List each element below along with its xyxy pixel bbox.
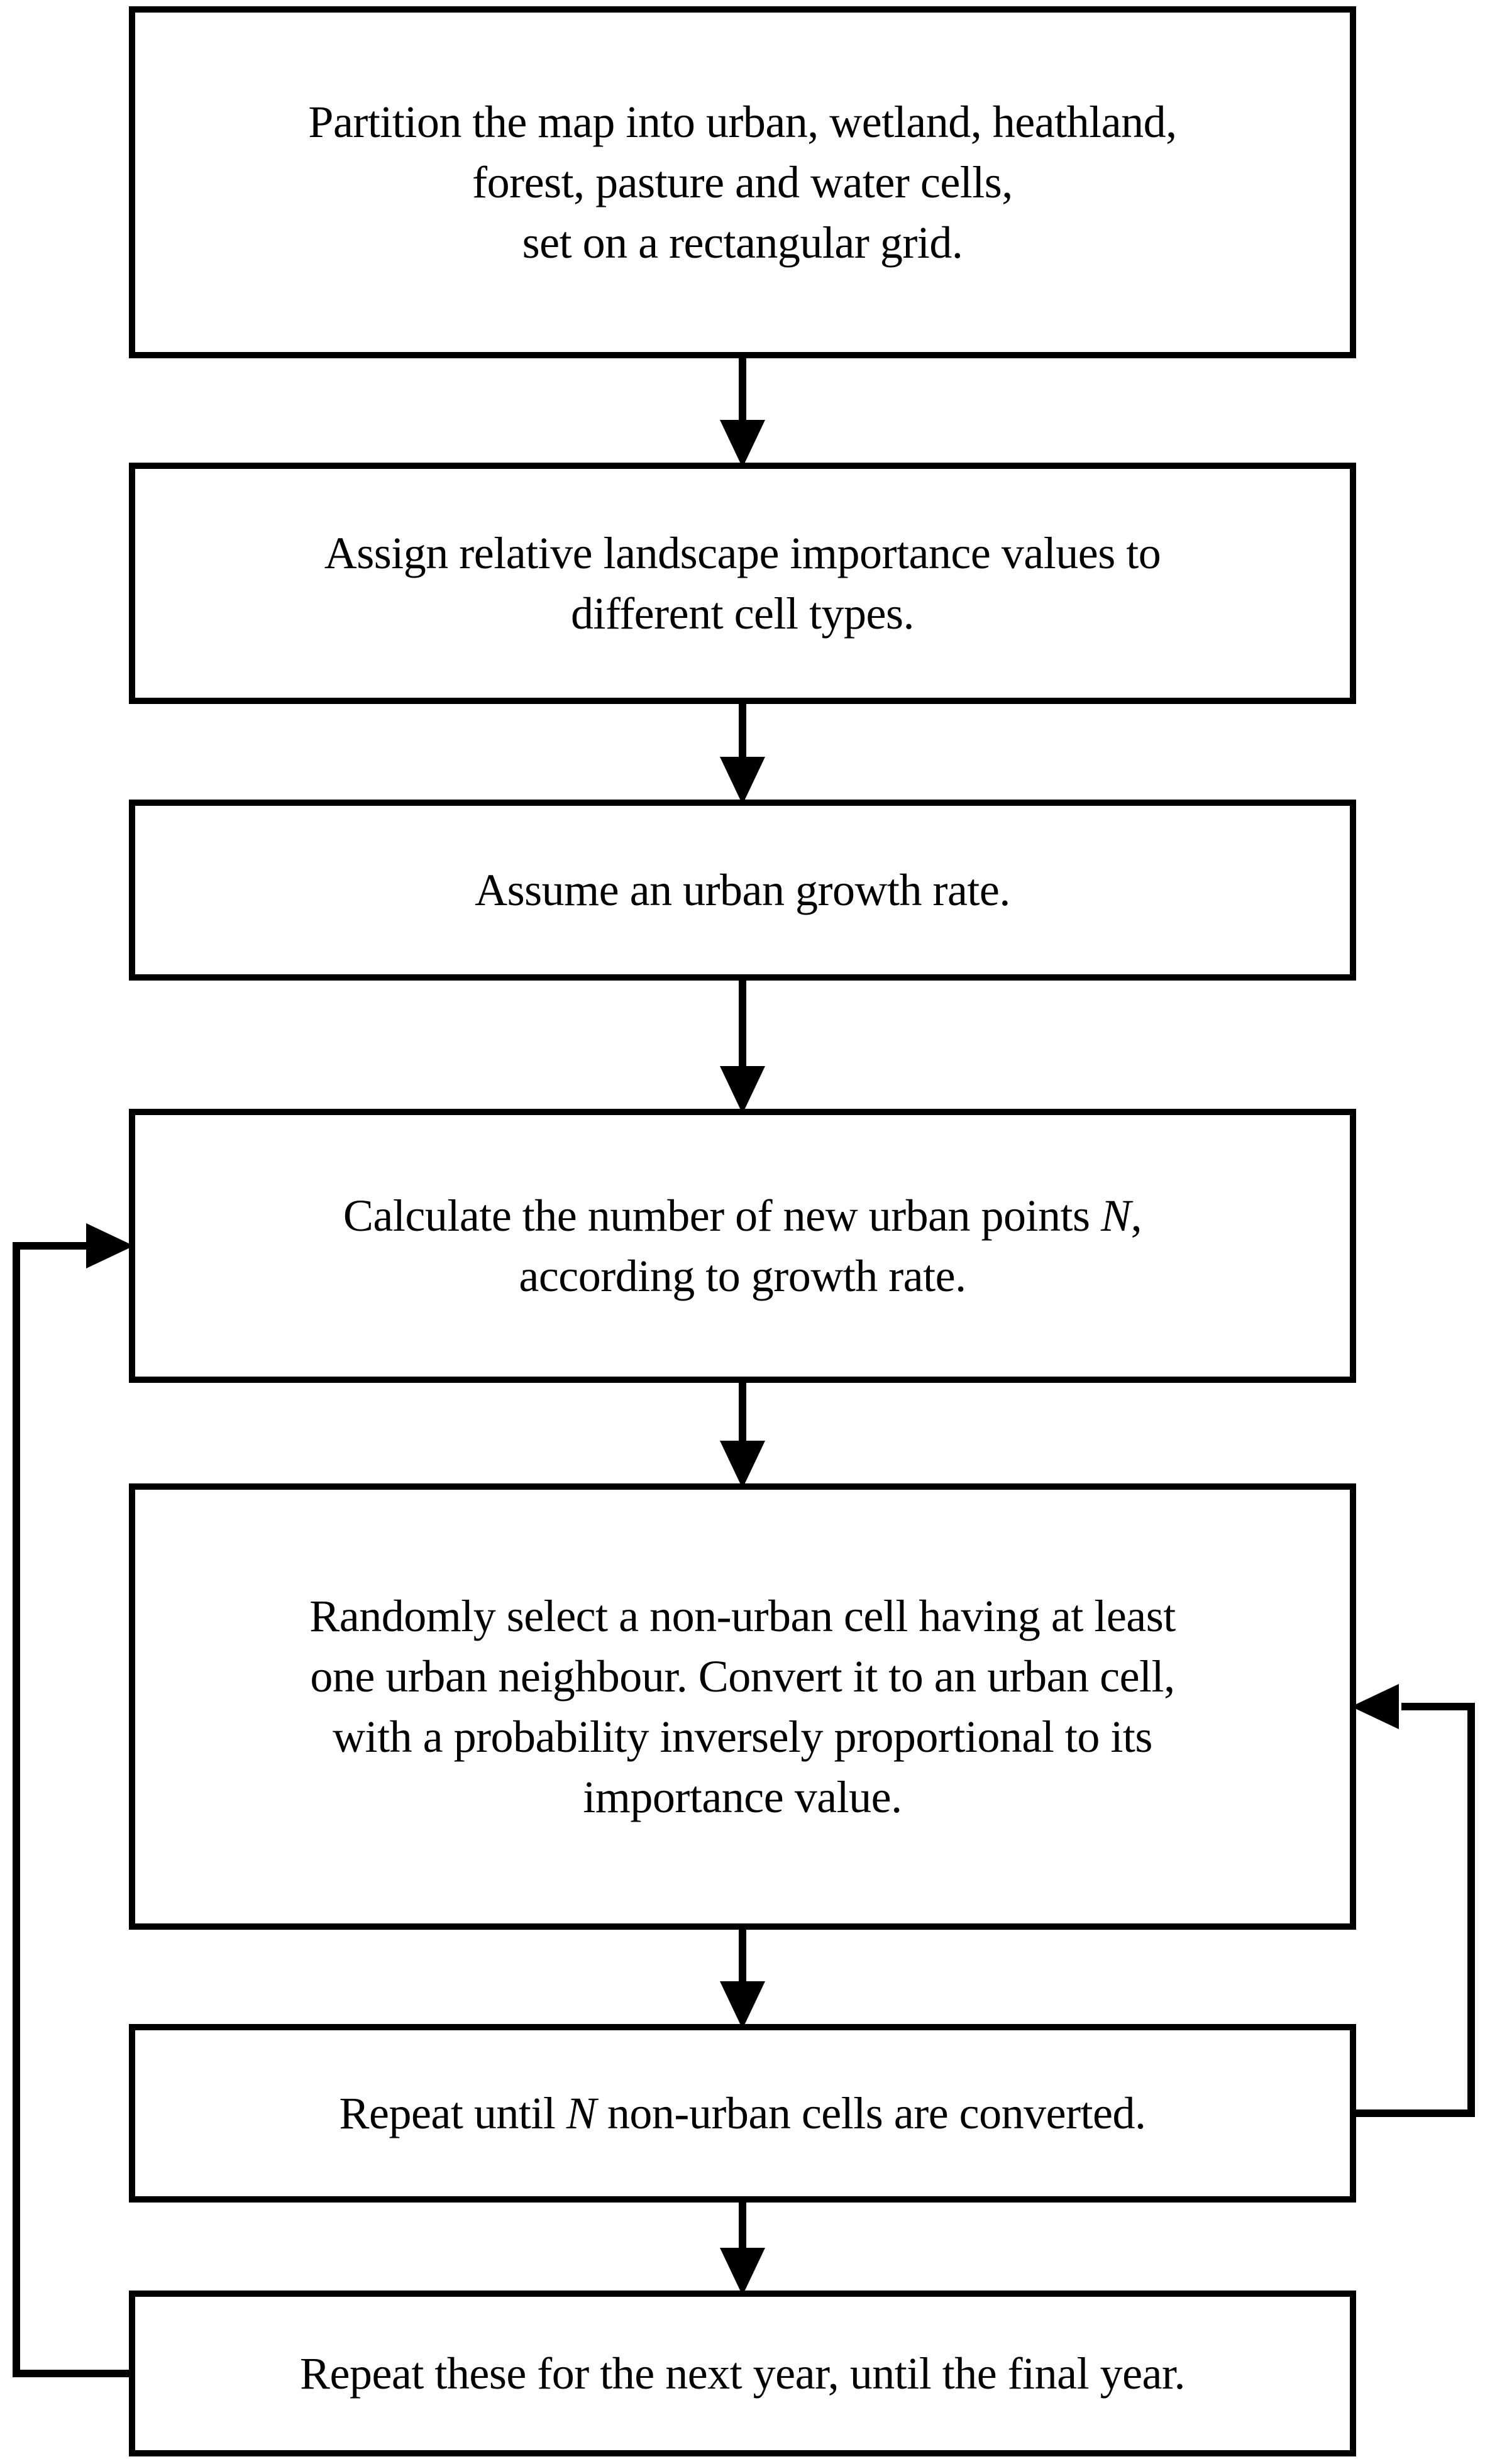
process-box-random-select <box>129 1483 1356 1930</box>
process-text-line: with a probability inversely proportional to its <box>333 1712 1152 1762</box>
arrowhead-down-icon <box>720 1981 765 2029</box>
process-text-line: Randomly select a non-urban cell having at least <box>309 1591 1176 1641</box>
arrowhead-left-icon <box>1351 1684 1399 1729</box>
process-text-line: Assume an urban growth rate. <box>475 865 1010 915</box>
connector-calculate-to-random-select <box>720 1380 765 1488</box>
arrowhead-down-icon <box>720 1066 765 1114</box>
arrowhead-down-icon <box>720 2248 765 2296</box>
process-text-line: forest, pasture and water cells, <box>472 157 1013 207</box>
text-segment: Repeat until <box>339 2088 566 2138</box>
connector-random-select-to-repeat-until <box>720 1927 765 2029</box>
process-text-line: Repeat these for the next year, until the final year. <box>299 2348 1186 2399</box>
arrowhead-down-icon <box>720 757 765 805</box>
variable-n: N <box>566 2088 597 2138</box>
process-box-repeat-until-converted <box>129 2024 1356 2203</box>
process-box-calculate-new-points <box>129 1109 1356 1383</box>
process-text-line: different cell types. <box>571 588 914 639</box>
process-text-line <box>343 1185 1142 1246</box>
connector-growth-rate-to-calculate <box>720 978 765 1114</box>
process-box-assign-importance <box>129 463 1356 704</box>
text-segment: , <box>1130 1191 1142 1241</box>
text-segment: Calculate the number of new urban points <box>343 1191 1101 1241</box>
process-text-line: set on a rectangular grid. <box>522 217 963 268</box>
feedback-line <box>1350 1707 1471 2113</box>
connector-partition-to-assign <box>720 353 765 468</box>
process-text-line <box>339 2083 1145 2143</box>
arrowhead-down-icon <box>720 420 765 468</box>
arrowhead-right-icon <box>86 1223 134 1268</box>
process-box-repeat-next-year <box>129 2291 1356 2456</box>
process-box-growth-rate <box>129 800 1356 981</box>
connector-repeat-until-to-repeat-years <box>720 2200 765 2296</box>
feedback-loop-left-repeat-years-to-calculate <box>16 1223 135 2373</box>
feedback-loop-right-repeat-until-to-random-select <box>1350 1684 1471 2113</box>
feedback-line <box>16 1246 135 2373</box>
connector-assign-to-growth-rate <box>720 701 765 805</box>
process-text-line: Assign relative landscape importance values to <box>324 528 1161 578</box>
text-segment: non-urban cells are converted. <box>596 2088 1146 2138</box>
process-text-line: importance value. <box>583 1772 902 1822</box>
arrowhead-down-icon <box>720 1441 765 1488</box>
process-box-partition <box>129 6 1356 358</box>
process-text-line: Partition the map into urban, wetland, heathland, <box>308 97 1177 147</box>
process-text-line: according to growth rate. <box>519 1251 966 1301</box>
variable-n: N <box>1101 1191 1131 1241</box>
process-text-line: one urban neighbour. Convert it to an urban cell, <box>310 1651 1175 1702</box>
